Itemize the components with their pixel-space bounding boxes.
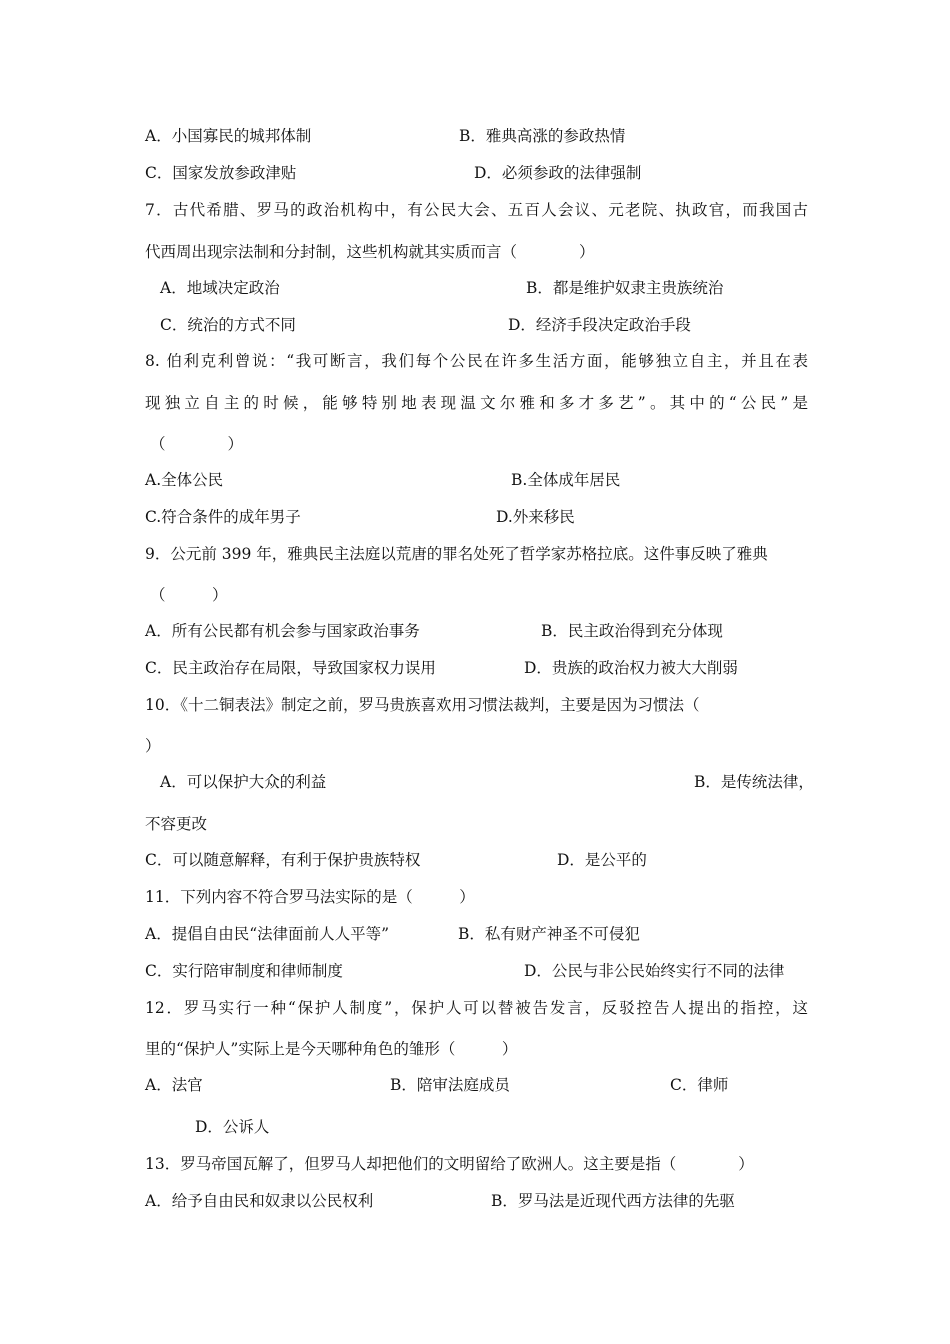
q9-stem-line1: 9．公元前 399 年，雅典民主法庭以荒唐的罪名处死了哲学家苏格拉底。这件事反映了雅典 bbox=[145, 545, 768, 563]
q10-option-a: A．可以保护大众的利益 bbox=[160, 773, 327, 791]
q11-option-c: C．实行陪审制度和律师制度 bbox=[145, 962, 343, 980]
q7-stem-line2: 代西周出现宗法制和分封制，这些机构就其实质而言（ ） bbox=[145, 243, 595, 261]
q8-stem-line2: 现独立自主的时候，能够特别地表现温文尔雅和多才多艺”。其中的“公民”是 bbox=[145, 394, 808, 412]
q8-option-c: C.符合条件的成年男子 bbox=[145, 508, 301, 526]
q8-option-a: A.全体公民 bbox=[145, 471, 224, 489]
q8-option-d: D.外来移民 bbox=[496, 508, 575, 526]
q9-option-d: D．贵族的政治权力被大大削弱 bbox=[524, 659, 738, 677]
q7-option-a: A．地域决定政治 bbox=[160, 279, 280, 297]
q7-stem-line1: 7．古代希腊、罗马的政治机构中，有公民大会、五百人会议、元老院、执政官，而我国古 bbox=[145, 201, 808, 219]
q9-stem-line2: （ ） bbox=[150, 586, 228, 604]
q8-option-b: B.全体成年居民 bbox=[511, 471, 621, 489]
q6-option-b: B．雅典高涨的参政热情 bbox=[459, 127, 626, 145]
q10-stem-line1: 10．《十二铜表法》制定之前，罗马贵族喜欢用习惯法裁判，主要是因为习惯法（ bbox=[145, 696, 700, 714]
q8-stem-line3: （ ） bbox=[150, 435, 244, 453]
q11-option-a: A．提倡自由民“法律面前人人平等” bbox=[145, 925, 390, 943]
q13-option-a: A．给予自由民和奴隶以公民权利 bbox=[145, 1192, 374, 1210]
q6-option-c: C．国家发放参政津贴 bbox=[145, 164, 297, 182]
q6-option-d: D．必须参政的法律强制 bbox=[474, 164, 642, 182]
q10-option-c: C．可以随意解释，有利于保护贵族特权 bbox=[145, 851, 421, 869]
q11-option-b: B．私有财产神圣不可侵犯 bbox=[458, 925, 640, 943]
q7-option-b: B．都是维护奴隶主贵族统治 bbox=[526, 279, 724, 297]
q7-option-d: D．经济手段决定政治手段 bbox=[508, 316, 691, 334]
q7-option-c: C．统治的方式不同 bbox=[160, 316, 296, 334]
q10-option-b: B．是传统法律， bbox=[694, 773, 814, 791]
q8-stem-line1: 8. 伯利克利曾说：“我可断言，我们每个公民在许多生活方面，能够独立自主，并且在表 bbox=[145, 352, 808, 370]
q9-option-b: B．民主政治得到充分体现 bbox=[541, 622, 723, 640]
q12-option-a: A．法官 bbox=[145, 1076, 203, 1094]
q12-stem-line2: 里的“保护人”实际上是今天哪种角色的雏形（ ） bbox=[145, 1040, 518, 1058]
q9-option-c: C．民主政治存在局限，导致国家权力误用 bbox=[145, 659, 436, 677]
q9-option-a: A．所有公民都有机会参与国家政治事务 bbox=[145, 622, 420, 640]
q12-stem-line1: 12．罗马实行一种“保护人制度”，保护人可以替被告发言，反驳控告人提出的指控，这 bbox=[145, 999, 808, 1017]
q10-stem-line2: ） bbox=[145, 737, 161, 755]
q11-stem: 11．下列内容不符合罗马法实际的是（ ） bbox=[145, 888, 475, 906]
q13-option-b: B．罗马法是近现代西方法律的先驱 bbox=[491, 1192, 735, 1210]
q12-option-c: C．律师 bbox=[670, 1076, 729, 1094]
q13-stem: 13．罗马帝国瓦解了，但罗马人却把他们的文明留给了欧洲人。这主要是指（ ） bbox=[145, 1155, 754, 1173]
q12-option-b: B．陪审法庭成员 bbox=[390, 1076, 510, 1094]
q12-option-d: D．公诉人 bbox=[195, 1118, 270, 1136]
q6-option-a: A．小国寡民的城邦体制 bbox=[145, 127, 312, 145]
q10-option-b-continued: 不容更改 bbox=[145, 815, 208, 833]
q11-option-d: D．公民与非公民始终实行不同的法律 bbox=[524, 962, 785, 980]
q10-option-d: D．是公平的 bbox=[557, 851, 647, 869]
